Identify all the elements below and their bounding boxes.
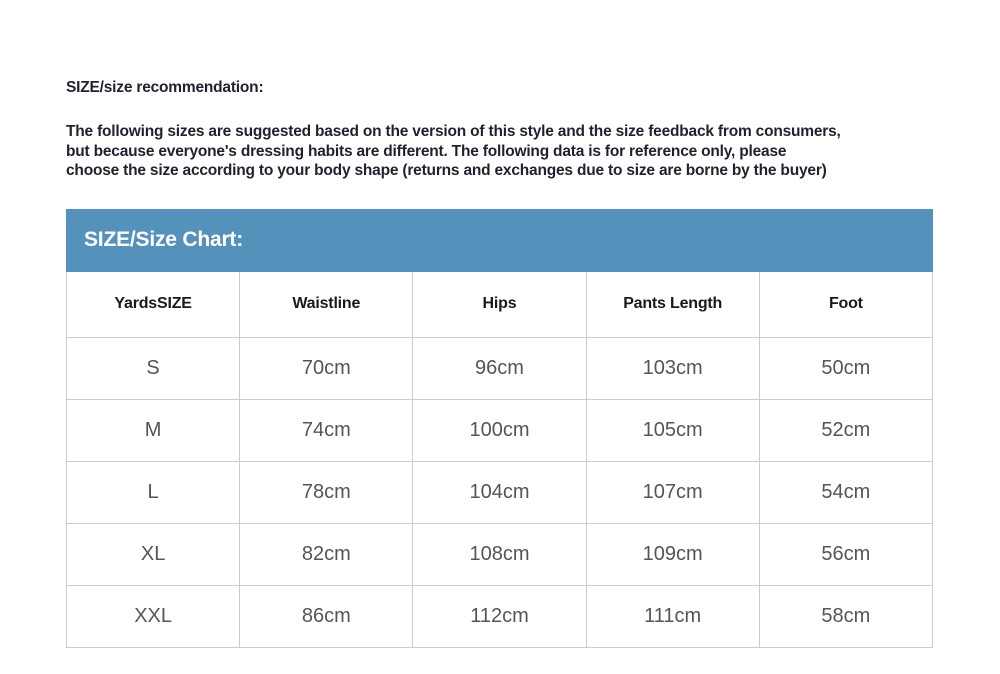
size-chart-table [66,272,933,649]
size-disclaimer-paragraph [66,122,933,181]
cell-hips: 112cm [413,586,586,648]
cell-foot: 54cm [759,462,932,524]
size-chart-title-bar [66,209,933,272]
column-header-hips: Hips [413,272,586,338]
size-chart [66,209,933,649]
cell-size-label: L [67,462,240,524]
cell-foot: 58cm [759,586,932,648]
cell-hips: 108cm [413,524,586,586]
size-chart-title: SIZE/Size Chart: [84,228,243,251]
cell-waistline: 82cm [240,524,413,586]
table-header-row [67,272,933,338]
table-row-m [67,400,933,462]
cell-pants-length: 109cm [586,524,759,586]
cell-waistline: 86cm [240,586,413,648]
page-title: SIZE/size recommendation: [66,79,264,96]
column-header-pants-length: Pants Length [586,272,759,338]
cell-waistline: 70cm [240,338,413,400]
table-row-l [67,462,933,524]
cell-size-label: XL [67,524,240,586]
cell-foot: 52cm [759,400,932,462]
cell-waistline: 74cm [240,400,413,462]
cell-hips: 100cm [413,400,586,462]
cell-size-label: XXL [67,586,240,648]
table-row-xxl [67,586,933,648]
cell-size-label: M [67,400,240,462]
disclaimer-line: The following sizes are suggested based on the version of this style and the size feedback from consumers, [66,123,841,140]
column-header-waistline: Waistline [240,272,413,338]
cell-foot: 50cm [759,338,932,400]
column-header-yards-size: YardsSIZE [67,272,240,338]
cell-hips: 96cm [413,338,586,400]
cell-pants-length: 111cm [586,586,759,648]
table-row-s [67,338,933,400]
cell-size-label: S [67,338,240,400]
cell-waistline: 78cm [240,462,413,524]
cell-pants-length: 103cm [586,338,759,400]
cell-hips: 104cm [413,462,586,524]
disclaimer-line: choose the size according to your body shape (returns and exchanges due to size are borne by the buyer) [66,162,827,179]
cell-pants-length: 107cm [586,462,759,524]
disclaimer-line: but because everyone's dressing habits are different. The following data is for reference only, please [66,142,787,160]
cell-foot: 56cm [759,524,932,586]
cell-pants-length: 105cm [586,400,759,462]
column-header-foot: Foot [759,272,932,338]
table-row-xl [67,524,933,586]
